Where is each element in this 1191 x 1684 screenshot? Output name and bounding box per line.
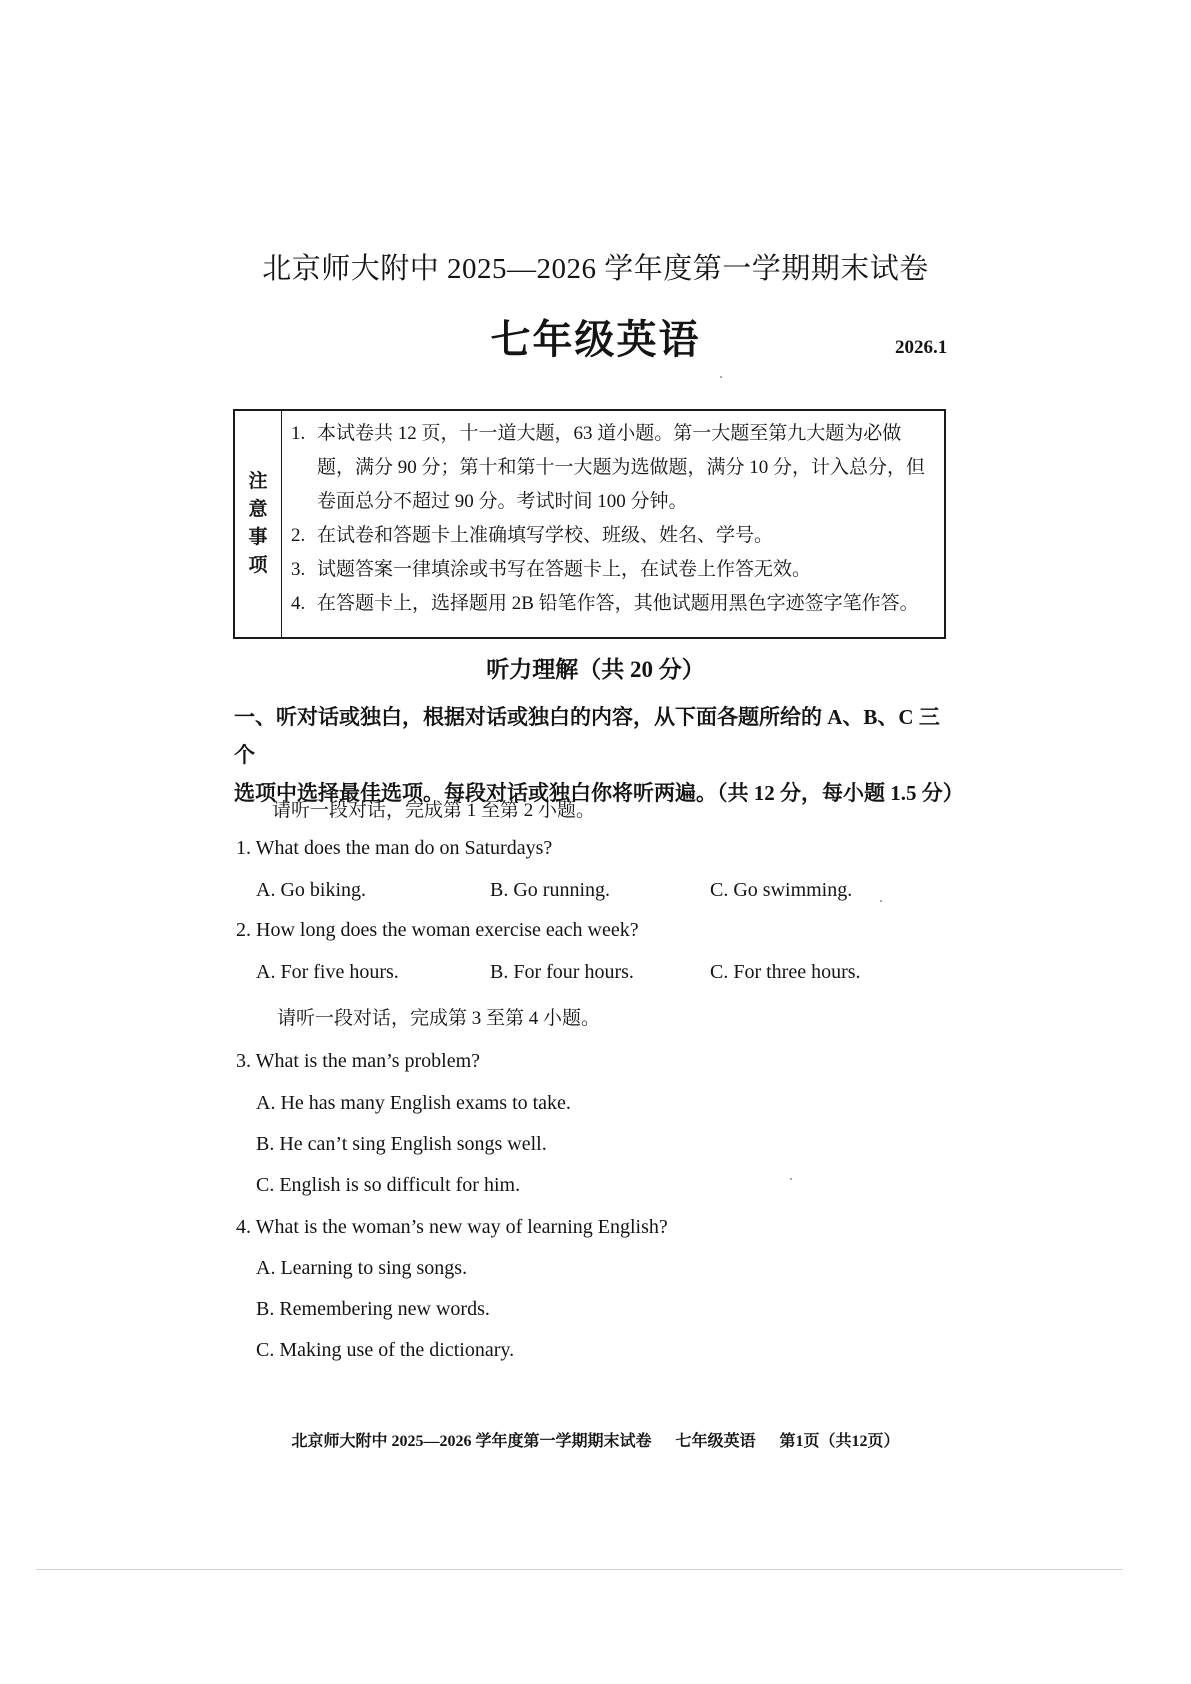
dialogue-prompt: 请听一段对话，完成第 3 至第 4 小题。 (277, 1008, 601, 1029)
subject-title: 七年级英语 (490, 317, 701, 362)
part-instructions-line: 一、听对话或独白，根据对话或独白的内容，从下面各题所给的 A、B、C 三个 (234, 705, 940, 767)
dialogue-prompt: 请听一段对话，完成第 1 至第 2 小题。 (272, 800, 596, 821)
question-stem: 4. What is the woman’s new way of learning English? (236, 1216, 668, 1238)
question-stem: 2. How long does the woman exercise each week? (236, 919, 639, 941)
notice-label-char: 事 (248, 527, 268, 548)
question-stem: 3. What is the man’s problem? (236, 1050, 481, 1072)
notice-label-char: 项 (248, 555, 268, 576)
question-option: B. Remembering new words. (256, 1298, 490, 1320)
question-option: B. For four hours. (490, 961, 634, 983)
notice-box (233, 409, 946, 639)
section-title: 听力理解（共 20 分） (486, 657, 705, 682)
question-stem: 1. What does the man do on Saturdays? (236, 837, 553, 859)
exam-date: 2026.1 (895, 337, 948, 358)
footer-subject: 七年级英语 (675, 1433, 756, 1450)
question-option: B. Go running. (490, 879, 610, 901)
notice-item (291, 587, 938, 621)
notice-item-text: 本试卷共 12 页，十一道大题，63 道小题。第一大题至第九大题为必做题，满分 90 分；第十和第十一大题为选做题，满分 10 分，计入总分，但卷面总分不超过 90 分。考试时间 100 分钟。 (317, 423, 926, 512)
question-option: A. He has many English exams to take. (256, 1092, 571, 1114)
question-option: C. Making use of the dictionary. (256, 1339, 515, 1361)
notice-label (235, 411, 282, 637)
question-option: A. Go biking. (256, 879, 366, 901)
notice-item-number: 3. (291, 559, 306, 580)
question-option: C. For three hours. (710, 961, 861, 983)
footer-page-number: 第1页（共12页） (779, 1433, 900, 1450)
question-option: C. Go swimming. (710, 879, 853, 901)
scan-speck (720, 376, 722, 378)
notice-label-char: 意 (248, 499, 268, 520)
page-separator (36, 1569, 1123, 1570)
notice-item (291, 553, 938, 587)
page-footer (0, 1428, 1191, 1451)
notice-item (291, 417, 938, 519)
notice-label-char: 注 (248, 471, 268, 492)
notice-item-number: 1. (291, 423, 306, 444)
notice-item (291, 519, 938, 553)
part-instructions-line: 选项中选择最佳选项。每段对话或独白你将听两遍。（共 12 分，每小题 1.5 分） (234, 781, 964, 805)
question-option: A. Learning to sing songs. (256, 1257, 468, 1279)
exam-title: 北京师大附中 2025—2026 学年度第一学期期末试卷 (262, 253, 929, 285)
notice-item-number: 2. (291, 525, 306, 546)
notice-item-text: 在答题卡上，选择题用 2B 铅笔作答，其他试题用黑色字迹签字笔作答。 (317, 593, 919, 614)
footer-exam-title: 北京师大附中 2025—2026 学年度第一学期期末试卷 (291, 1433, 652, 1450)
notice-list (291, 417, 938, 621)
question-option: C. English is so difficult for him. (256, 1174, 521, 1196)
scan-speck (790, 1178, 792, 1180)
scan-speck (880, 900, 882, 902)
question-option: A. For five hours. (256, 961, 399, 983)
notice-item-text: 试题答案一律填涂或书写在答题卡上，在试卷上作答无效。 (317, 559, 812, 580)
question-option: B. He can’t sing English songs well. (256, 1133, 547, 1155)
notice-item-number: 4. (291, 593, 306, 614)
notice-item-text: 在试卷和答题卡上准确填写学校、班级、姓名、学号。 (317, 525, 774, 546)
